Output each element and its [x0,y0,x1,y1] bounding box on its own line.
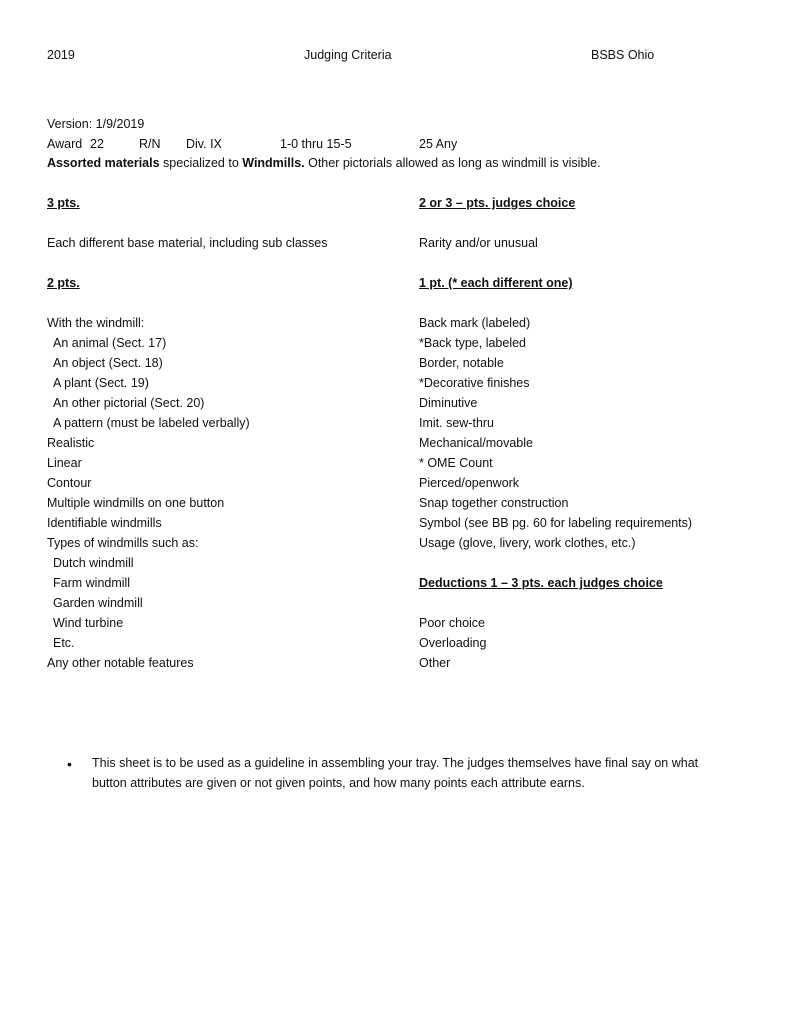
list-item-1pt: Usage (glove, livery, work clothes, etc.) [419,536,636,550]
list-item-1pt: Snap together construction [419,496,569,510]
list-item-2pts: Dutch windmill [53,556,134,570]
heading-2pts: 2 pts. [47,276,80,290]
list-item-1pt: Pierced/openwork [419,476,520,490]
award-number: 22 [90,137,104,151]
list-item-1pt: Diminutive [419,396,478,410]
heading-3pts: 3 pts. [47,196,80,210]
header-org: BSBS Ohio [591,48,655,62]
list-item-2pts: A plant (Sect. 19) [53,376,149,390]
list-item-2pts: Realistic [47,436,95,450]
list-item-2pts: Etc. [53,636,75,650]
bullet-icon: • [67,756,72,772]
list-item-deduction: Poor choice [419,616,486,630]
heading-1pt: 1 pt. (* each different one) [419,276,573,290]
item-3pts: Each different base material, including sub classes [47,236,328,250]
list-item-2pts: Any other notable features [47,656,194,670]
list-item-1pt: Back mark (labeled) [419,316,531,330]
list-item-2pts: An other pictorial (Sect. 20) [53,396,205,410]
award-description [47,153,601,173]
version-line: Version: 1/9/2019 [47,117,145,131]
list-item-1pt: Border, notable [419,356,504,370]
list-item-1pt: * OME Count [419,456,493,470]
list-item-2pts: Linear [47,456,82,470]
list-item-2pts: Identifiable windmills [47,516,162,530]
award-label: Award [47,137,83,151]
list-item-1pt: Imit. sew-thru [419,416,495,430]
list-item-2pts: Wind turbine [53,616,124,630]
award-range: 1-0 thru 15-5 [280,137,352,151]
desc-mid: specialized to [159,156,243,170]
list-item-2pts: With the windmill: [47,316,145,330]
list-item-2pts: An object (Sect. 18) [53,356,163,370]
award-count: 25 Any [419,137,458,151]
list-item-1pt: Symbol (see BB pg. 60 for labeling requirements) [419,516,693,530]
heading-deductions: Deductions 1 – 3 pts. each judges choice [419,576,663,590]
list-item-2pts: Garden windmill [53,596,143,610]
list-item-1pt: Mechanical/movable [419,436,533,450]
desc-end: Other pictorials allowed as long as windmill is visible. [304,156,601,170]
item-judges-choice: Rarity and/or unusual [419,236,538,250]
list-item-2pts: Farm windmill [53,576,131,590]
header-year: 2019 [47,48,75,62]
desc-materials: Assorted materials [47,156,160,170]
desc-windmills: Windmills. [242,156,305,170]
guideline-text: This sheet is to be used as a guideline in assembling your tray. The judges themselves have final say on what button attributes are given or not given points, and how many points each attribute earns. [92,756,699,790]
list-item-2pts: Multiple windmills on one button [47,496,225,510]
heading-judges-choice: 2 or 3 – pts. judges choice [419,196,576,210]
award-division: Div. IX [186,137,222,151]
list-item-2pts: A pattern (must be labeled verbally) [53,416,250,430]
award-rn: R/N [139,137,161,151]
list-item-2pts: Types of windmills such as: [47,536,199,550]
list-item-deduction: Other [419,656,451,670]
list-item-deduction: Overloading [419,636,487,650]
list-item-1pt: *Decorative finishes [419,376,530,390]
list-item-2pts: Contour [47,476,92,490]
header-title: Judging Criteria [304,48,392,62]
list-item-2pts: An animal (Sect. 17) [53,336,167,350]
list-item-1pt: *Back type, labeled [419,336,527,350]
